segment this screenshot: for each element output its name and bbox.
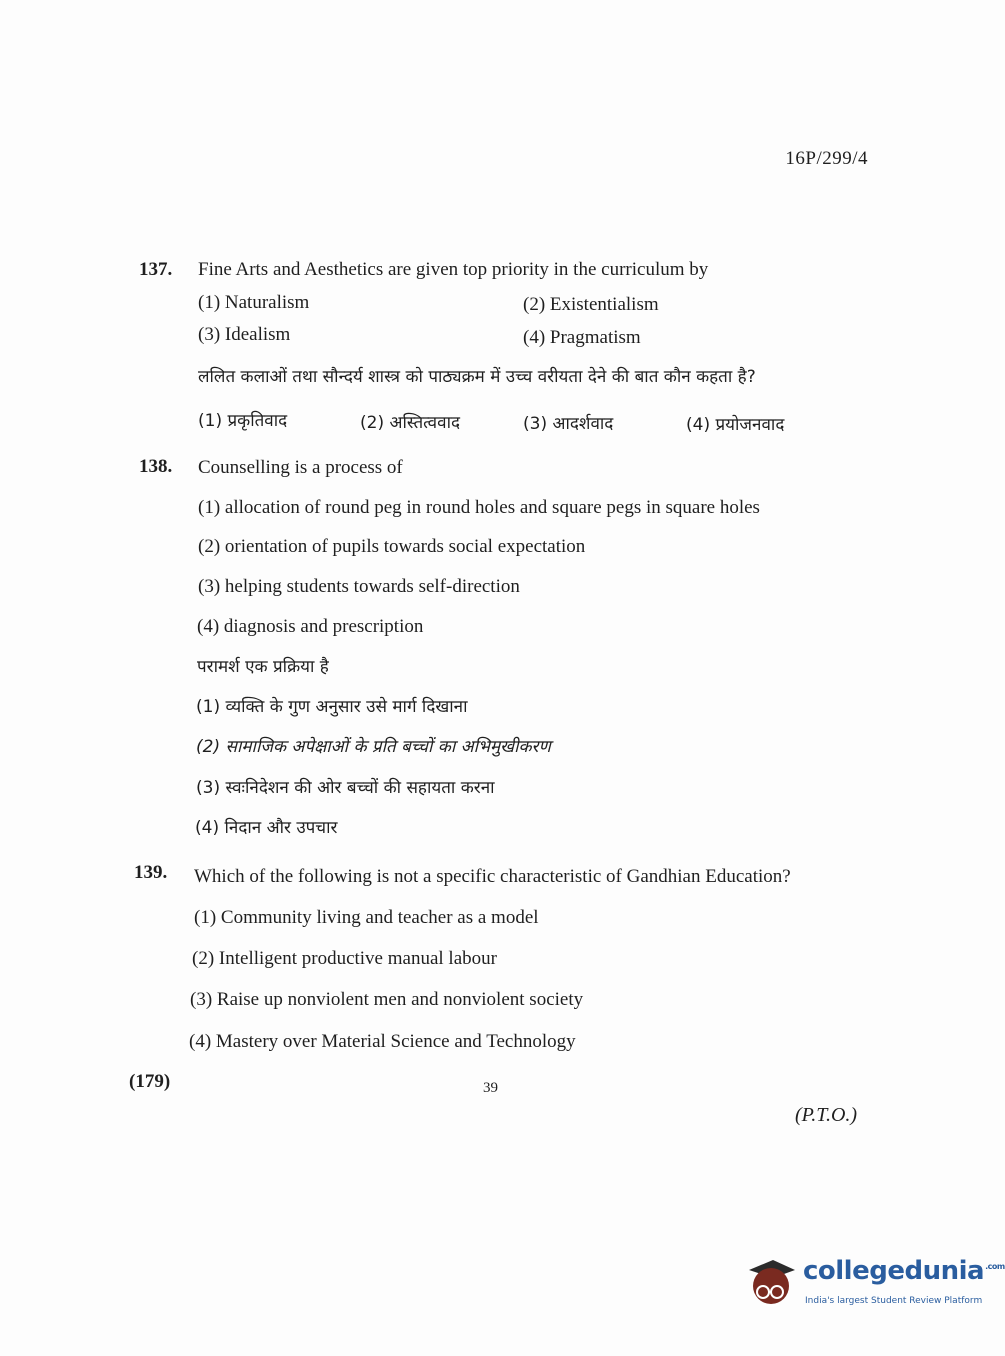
option: (2) orientation of pupils towards social expectation xyxy=(198,536,586,557)
brand-name: collegedunia xyxy=(803,1256,985,1286)
option: (4) diagnosis and prescription xyxy=(197,616,424,637)
option-hindi: (3) स्वःनिदेशन की ओर बच्चों की सहायता करना xyxy=(196,778,495,798)
option: (1) Community living and teacher as a model xyxy=(194,907,539,928)
option-hindi: (1) व्यक्ति के गुण अनुसार उसे मार्ग दिखाना xyxy=(196,697,468,717)
option-hindi: (4) प्रयोजनवाद xyxy=(686,415,785,435)
option: (1) Naturalism xyxy=(198,292,310,313)
option-hindi: (4) निदान और उपचार xyxy=(195,818,338,838)
page-number: 39 xyxy=(483,1080,498,1096)
option: (2) Existentialism xyxy=(523,294,659,315)
question-number: 138. xyxy=(139,456,173,477)
option-hindi: (2) अस्तित्ववाद xyxy=(360,413,461,433)
mascot-icon xyxy=(743,1254,799,1310)
question-text: Which of the following is not a specific characteristic of Gandhian Education? xyxy=(194,866,791,887)
option: (4) Pragmatism xyxy=(523,327,641,348)
option-hindi: (3) आदर्शवाद xyxy=(523,414,614,434)
option: (3) Raise up nonviolent men and nonviolent society xyxy=(190,989,584,1010)
question-text: Fine Arts and Aesthetics are given top priority in the curriculum by xyxy=(198,259,709,280)
question-text-hindi: ललित कलाओं तथा सौन्दर्य शास्त्र को पाठ्यक्रम में उच्च वरीयता देने की बात कौन कहता है? xyxy=(198,367,756,387)
option: (3) Idealism xyxy=(198,324,291,345)
paper-code: 16P/299/4 xyxy=(785,148,868,169)
brand-tagline: India's largest Student Review Platform xyxy=(805,1296,983,1306)
option-hindi: (1) प्रकृतिवाद xyxy=(198,411,288,431)
pto-note: (P.T.O.) xyxy=(795,1104,858,1126)
question-text-hindi: परामर्श एक प्रक्रिया है xyxy=(197,657,329,677)
option: (3) helping students towards self-direction xyxy=(198,576,520,597)
option-hindi: (2) सामाजिक अपेक्षाओं के प्रति बच्चों का अभिमुखीकरण xyxy=(196,737,551,757)
footer-code: (179) xyxy=(129,1071,171,1092)
question-number: 139. xyxy=(134,862,168,883)
option: (4) Mastery over Material Science and Technology xyxy=(189,1031,576,1052)
question-text: Counselling is a process of xyxy=(198,457,403,478)
collegedunia-logo: collegedunia$^{.com}$ India's largest Student Review Platform xyxy=(743,1248,973,1318)
option: (2) Intelligent productive manual labour xyxy=(192,948,497,969)
question-number: 137. xyxy=(139,259,173,280)
option: (1) allocation of round peg in round holes and square pegs in square holes xyxy=(198,497,760,518)
